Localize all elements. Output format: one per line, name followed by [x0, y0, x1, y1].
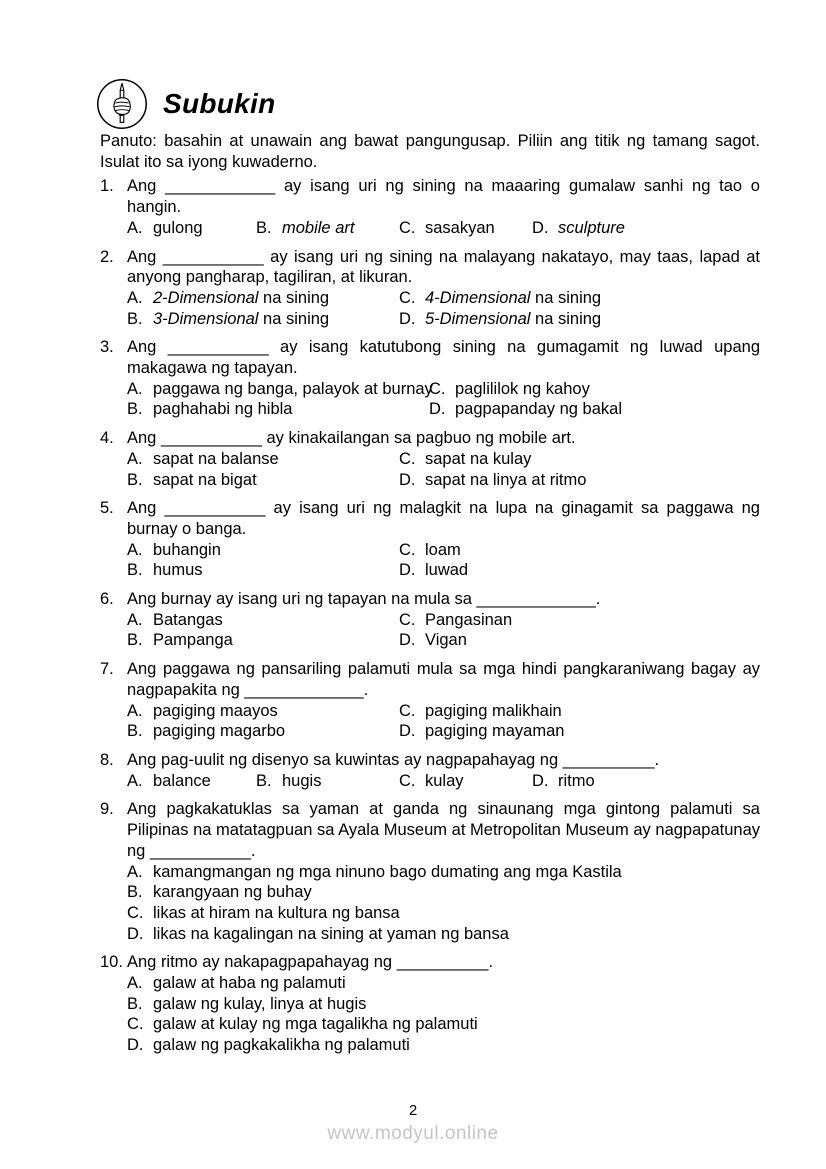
question-number: 1.: [100, 177, 114, 196]
question-item: [100, 428, 760, 490]
option-text: galaw at kulay ng mga tagalikha ng palamuti: [153, 1015, 478, 1034]
instructions-text: Panuto: basahin at unawain ang bawat pangungusap. Piliin ang titik ng tamang sagot. Isulat ito sa iyong kuwaderno.: [100, 132, 760, 171]
option-text: sapat na linya at ritmo: [425, 470, 587, 489]
option-label: A.: [127, 771, 143, 790]
option-a: [127, 862, 760, 883]
question-item: [100, 247, 760, 330]
question-item: [100, 799, 760, 944]
option-text-italic: 3-Dimensional: [153, 309, 259, 328]
options-group: [127, 379, 760, 420]
option-label: B.: [127, 883, 143, 902]
option-label: C.: [429, 379, 446, 398]
question-text: Ang pag-uulit ng disenyo sa kuwintas ay nagpapahayag ng __________.: [127, 750, 660, 769]
option-label: C.: [127, 903, 144, 922]
option-text: buhangin: [153, 540, 221, 559]
question-text: Ang ___________ ay isang katutubong sining na gumagamit ng luwad upang makagawa ng tapayan.: [127, 338, 760, 378]
watermark: www.modyul.online: [327, 1123, 499, 1144]
question-text: Ang paggawa ng pansariling palamuti mula sa mga hindi pangkaraniwang bagay ay nagpapakita ng _____________.: [127, 660, 760, 699]
option-text: na sining: [530, 288, 602, 307]
option-b: [127, 994, 760, 1015]
option-label: A.: [127, 974, 143, 993]
option-label: C.: [399, 701, 416, 720]
question-number: 3.: [100, 338, 114, 357]
question-body: [127, 799, 760, 944]
option-label: A.: [127, 610, 143, 629]
option-label: D.: [127, 924, 144, 943]
option-b: [127, 630, 399, 651]
option-c: [399, 449, 760, 470]
question-number: 2.: [100, 247, 114, 266]
question-number: 6.: [100, 590, 114, 609]
option-b: [256, 218, 399, 239]
option-c: [399, 771, 532, 792]
question-text: Ang pagkakatuklas sa yaman at ganda ng sinaunang mga gintong palamuti sa Pilipinas na matatagpuan sa Ayala Museum at Metropolitan Museum ay nagpapatunay ng ___________.: [127, 800, 760, 860]
option-b: [127, 721, 399, 742]
option-d: [127, 924, 760, 945]
question-item: [100, 498, 760, 581]
option-d: [399, 470, 760, 491]
question-body: [127, 659, 760, 742]
option-d: [532, 218, 760, 239]
option-text: paghahabi ng hibla: [153, 400, 293, 419]
option-text: pagpapanday ng bakal: [455, 400, 622, 419]
option-text: pagiging magarbo: [153, 722, 286, 741]
option-label: A.: [127, 288, 143, 307]
option-text: humus: [153, 561, 203, 580]
option-text-italic: 2-Dimensional: [153, 288, 259, 307]
option-label: C.: [399, 449, 416, 468]
option-label: A.: [127, 449, 143, 468]
option-c: [127, 903, 760, 924]
option-a: [127, 610, 399, 631]
option-label: D.: [532, 218, 549, 237]
option-a: [127, 218, 256, 239]
option-text-italic: 5-Dimensional: [425, 309, 531, 328]
option-c: [399, 610, 760, 631]
option-label: C.: [399, 288, 416, 307]
option-text: Vigan: [425, 631, 467, 650]
option-label: B.: [256, 771, 272, 790]
question-body: [127, 337, 760, 420]
option-d: [127, 1035, 760, 1056]
option-label: D.: [399, 470, 416, 489]
option-b: [127, 882, 760, 903]
question-number: 9.: [100, 800, 114, 819]
options-group: [127, 449, 760, 490]
option-label: A.: [127, 540, 143, 559]
page-number: 2: [408, 1102, 418, 1119]
question-item: [100, 952, 760, 1056]
question-text: Ang burnay ay isang uri ng tapayan na mula sa _____________.: [127, 590, 601, 609]
question-body: [127, 750, 760, 791]
option-c: [127, 1014, 760, 1035]
option-text: na sining: [258, 288, 330, 307]
option-text: likas at hiram na kultura ng bansa: [153, 903, 400, 922]
option-d: [429, 399, 760, 420]
option-text: pagiging mayaman: [425, 722, 565, 741]
question-body: [127, 176, 760, 238]
option-text: kamangmangan ng mga ninuno bago dumating ang mga Kastila: [153, 862, 622, 881]
question-body: [127, 428, 760, 490]
option-text: sapat na balanse: [153, 449, 279, 468]
option-label: B.: [127, 400, 143, 419]
questions: [100, 176, 760, 1055]
option-text: Pangasinan: [425, 610, 513, 629]
option-a: [127, 973, 760, 994]
option-text: pagiging maayos: [153, 701, 278, 720]
option-label: C.: [127, 1015, 144, 1034]
option-text: sapat na kulay: [425, 449, 532, 468]
option-b: [127, 560, 399, 581]
options-group: [127, 862, 760, 945]
option-text: hugis: [282, 771, 322, 790]
option-text: loam: [425, 540, 461, 559]
option-label: B.: [127, 994, 143, 1013]
options-group: [127, 973, 760, 1056]
section-header: [96, 78, 276, 130]
option-c: [399, 701, 760, 722]
question-item: [100, 750, 760, 791]
options-group: [127, 288, 760, 329]
question-text: Ang ritmo ay nakapagpapahayag ng __________.: [127, 953, 494, 972]
option-text: galaw at haba ng palamuti: [153, 974, 346, 993]
question-body: [127, 498, 760, 581]
option-b: [127, 309, 399, 330]
option-label: D.: [532, 771, 549, 790]
option-label: D.: [429, 400, 446, 419]
options-group: [127, 540, 760, 581]
question-item: [100, 337, 760, 420]
option-label: B.: [127, 561, 143, 580]
option-d: [399, 630, 760, 651]
option-text: sasakyan: [425, 218, 495, 237]
question-body: [127, 952, 760, 1056]
option-label: B.: [127, 470, 143, 489]
option-text: ritmo: [558, 771, 595, 790]
option-a: [127, 701, 399, 722]
option-label: C.: [399, 218, 416, 237]
option-text: kulay: [425, 771, 464, 790]
question-number: 4.: [100, 429, 114, 448]
question-item: [100, 659, 760, 742]
option-label: B.: [256, 218, 272, 237]
option-a: [127, 288, 399, 309]
question-item: [100, 176, 760, 238]
option-text: luwad: [425, 561, 469, 580]
option-label: C.: [399, 540, 416, 559]
option-text: pagiging malikhain: [425, 701, 562, 720]
option-c: [399, 288, 760, 309]
page-title: Subukin: [163, 88, 276, 119]
option-text: Batangas: [153, 610, 223, 629]
option-a: [127, 449, 399, 470]
hand-pencil-icon: [96, 78, 148, 130]
option-label: A.: [127, 862, 143, 881]
options-group: [127, 610, 760, 651]
content: [100, 131, 760, 1064]
option-label: C.: [399, 771, 416, 790]
question-item: [100, 589, 760, 651]
option-d: [399, 309, 760, 330]
question-number: 10.: [100, 953, 123, 972]
option-a: [127, 379, 433, 400]
option-label: B.: [127, 722, 143, 741]
option-label: C.: [399, 610, 416, 629]
question-body: [127, 589, 760, 651]
option-label: D.: [399, 631, 416, 650]
option-text: galaw ng pagkakalikha ng palamuti: [153, 1036, 410, 1055]
option-text: na sining: [530, 309, 602, 328]
option-label: B.: [127, 631, 143, 650]
option-text: galaw ng kulay, linya at hugis: [153, 994, 367, 1013]
option-b: [256, 771, 399, 792]
options-group: [127, 771, 760, 792]
option-text: na sining: [258, 309, 330, 328]
option-text: sapat na bigat: [153, 470, 257, 489]
option-text: gulong: [153, 218, 203, 237]
option-b: [127, 399, 429, 420]
question-number: 5.: [100, 499, 114, 518]
option-a: [127, 771, 256, 792]
option-c: [399, 218, 532, 239]
option-a: [127, 540, 399, 561]
option-c: [399, 540, 760, 561]
question-text: Ang ___________ ay kinakailangan sa pagbuo ng mobile art.: [127, 429, 576, 448]
option-text: paggawa ng banga, palayok at burnay: [153, 379, 433, 398]
option-text-italic: sculpture: [558, 218, 625, 237]
option-label: D.: [399, 722, 416, 741]
question-text: Ang ___________ ay isang uri ng sining na malayang nakatayo, may taas, lapad at anyong pangharap, tagiliran, at likuran.: [127, 247, 760, 287]
option-label: A.: [127, 701, 143, 720]
options-group: [127, 701, 760, 742]
question-body: [127, 247, 760, 330]
option-b: [127, 470, 399, 491]
options-group: [127, 218, 760, 239]
option-text-italic: mobile art: [282, 218, 355, 237]
option-label: A.: [127, 218, 143, 237]
question-number: 7.: [100, 660, 114, 679]
option-label: D.: [399, 309, 416, 328]
option-d: [399, 560, 760, 581]
question-text: Ang ____________ ay isang uri ng sining na maaaring gumalaw sanhi ng tao o hangin.: [127, 177, 760, 217]
option-label: A.: [127, 379, 143, 398]
option-d: [532, 771, 760, 792]
option-label: D.: [399, 561, 416, 580]
option-c: [429, 379, 760, 400]
question-text: Ang ___________ ay isang uri ng malagkit na lupa na ginagamit sa paggawa ng burnay o banga.: [127, 499, 760, 538]
option-text-italic: 4-Dimensional: [425, 288, 531, 307]
option-d: [399, 721, 760, 742]
question-number: 8.: [100, 750, 114, 769]
option-label: D.: [127, 1036, 144, 1055]
option-text: likas na kagalingan na sining at yaman ng bansa: [153, 924, 509, 943]
option-text: Pampanga: [153, 631, 233, 650]
option-text: paglililok ng kahoy: [455, 379, 590, 398]
option-text: karangyaan ng buhay: [153, 883, 312, 902]
option-text: balance: [153, 771, 211, 790]
option-label: B.: [127, 309, 143, 328]
